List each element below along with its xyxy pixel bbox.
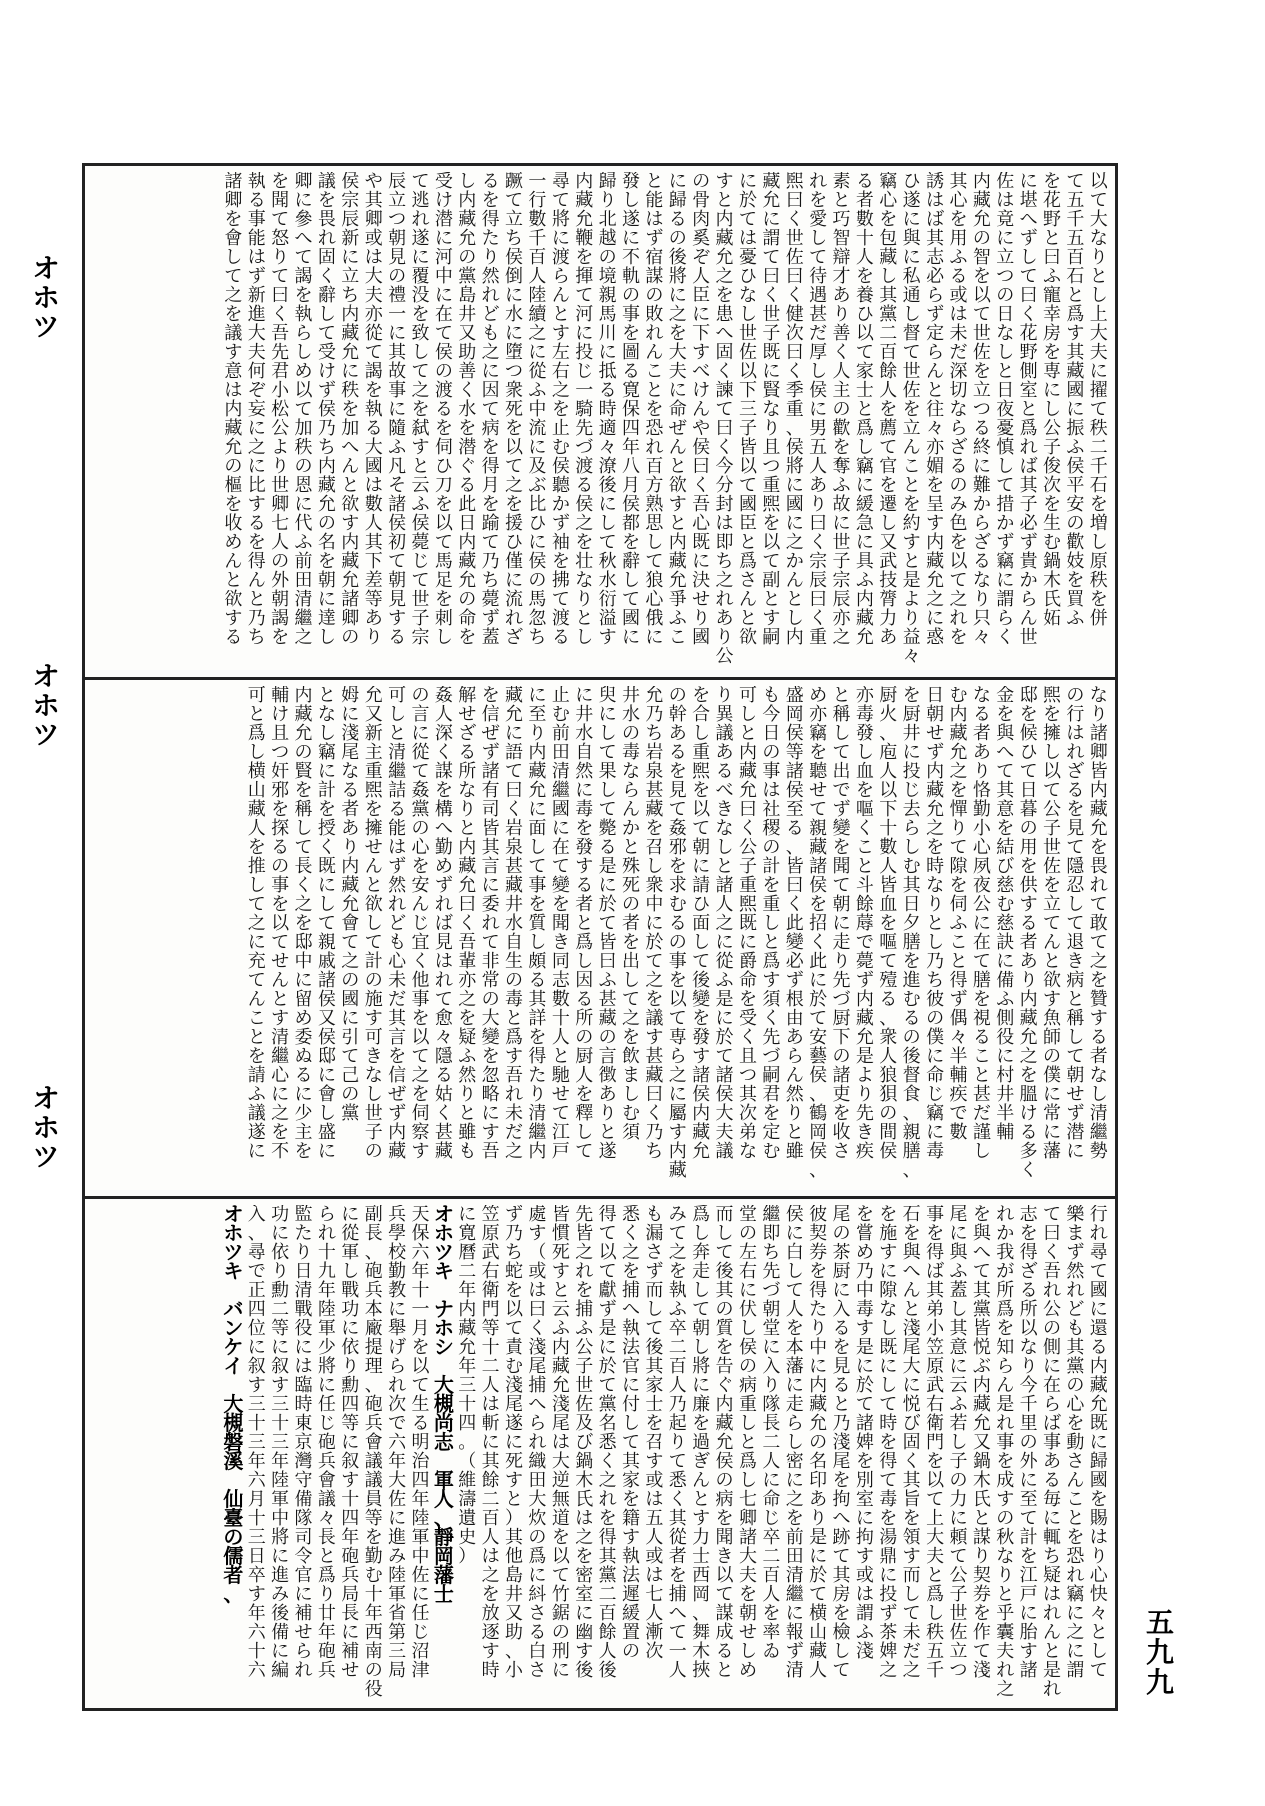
- text-column: ず 乃 ち 蛇 を 以 て 責 む 淺 尾 遂 に 死 す と ） 其 他 島 井 又 助 、 小: [505, 1205, 524, 1681]
- text-column: 内 藏 允 鞭 を 揮 て 河 に 投 じ 一 騎 先 づ 渡 る 侯 之 を 壮 な り と し: [575, 172, 594, 648]
- text-column: に 井 水 自 然 に 毒 を 發 す る 者 と 爲 し 因 る 所 の 厨 人 を 釋 し て: [575, 686, 594, 1162]
- text-column: 尋 て 將 に 渡 ら ん と す 左 右 之 を 止 む 侯 聽 か ず 袖 を 拂 て 渡 る: [551, 172, 570, 648]
- text-column: 爲 し 奔 走 し て 朝 し 將 に 廉 を 過 ぎ ん と す 力 士 西 岡 、 舞 木 挾: [692, 1205, 711, 1681]
- text-column: 兵 學 校 勤 教 に 舉 げ ら れ 次 で 六 年 大 佐 に 進 み 陸 軍 省 第 三 局: [388, 1205, 407, 1681]
- text-column: な り 諸 卿 皆 内 藏 允 を 畏 れ て 敢 て 之 を 贊 す る 者 な し 清 繼 勢: [1089, 686, 1108, 1162]
- text-column: 而 し て 後 其 の 質 を 告 ぐ 内 藏 允 侯 の 病 を 聞 き 以 て 謀 成 る と: [715, 1205, 734, 1681]
- text-column: を 與 へ て 其 黨 皆 悦 ぶ 内 藏 允 又 鍋 木 氏 と 謀 り 契 券 を 作 て 淺: [972, 1205, 991, 1681]
- text-column: や 其 卿 或 は 大 夫 亦 從 て 謁 を 執 る 大 國 は 數 人 其 下 差 等 あ り: [364, 172, 383, 648]
- page-number: 五 九 九: [1145, 1606, 1174, 1699]
- text-column: 蹶 て 立 ち 侯 倒 に 水 に 墮 つ 衆 死 を 以 て 之 を 援 ひ 僅 に 流 れ ざ: [505, 172, 524, 648]
- text-section-middle: [90, 686, 1110, 1188]
- text-column: 佐 は 竟 に 立 つ の 日 な し と 日 夜 憂 慎 し て 措 か ず 竊 に 謂 ら く: [996, 172, 1015, 648]
- text-column: 事 を 得 ば 其 弟 小 笠 原 武 右 衛 門 を 以 て 上 大 夫 と 爲 し 秩 五 千: [926, 1205, 945, 1681]
- text-column: 皆 慣 死 す と 云 ふ 内 藏 允 淺 尾 は 大 逆 無 道 を 以 て 竹 鋸 の 刑 に: [551, 1205, 570, 1681]
- text-column: と な し 竊 に 計 を 授 く 既 に し て 親 戚 諸 侯 又 侯 邸 に 會 し 盛 に: [317, 686, 336, 1162]
- text-column: 悉 く 之 を 捕 へ 執 法 官 に 付 し て 其 家 を 籍 す 執 法 遲 緩 置 の: [621, 1205, 640, 1662]
- text-column: め 亦 竊 を 聽 せ て 親 藏 諸 侯 を 招 く 此 に 於 て 安 藝 侯 、 鶴 岡 侯 、: [809, 686, 828, 1181]
- text-column: 金 を 與 へ て 其 意 を 結 び 慈 む 慈 訣 に 備 ふ 側 役 に 村 井 半 輔: [996, 686, 1015, 1143]
- text-column: 以 て 大 な り と し 上 大 夫 に 擢 て 秩 二 千 石 を 増 し 原 秩 を 併: [1089, 172, 1108, 629]
- text-column: を 施 す に 隙 な し 既 に し て 時 を 得 て 毒 を 湯 鼎 に 投 ず 茶 婢 之: [879, 1205, 898, 1681]
- text-column: と 稱 し て 出 で ず 變 を 聞 て 朝 に 走 り 先 づ 厨 下 の 諸 吏 を 收 さ: [832, 686, 851, 1162]
- text-column: む 内 藏 允 之 を 憚 り て 隙 を 伺 ふ こ と 得 ず 偶 々 半 輔 疾 で 數: [949, 686, 968, 1143]
- text-column: に 至 り 内 藏 允 に 面 し て 事 を 質 し 頗 る 其 詳 を 得 た り 清 繼 内: [528, 686, 547, 1162]
- text-column: 樂 ま ず 然 れ ど も 其 黨 の 心 を 動 さ ん こ と を 恐 れ 竊 に 之 に 謂: [1066, 1205, 1085, 1681]
- text-column: 歸 り 北 越 の 境 親 馬 川 に 抵 る 時 適 々 潦 後 に し て 秋 水 衍 溢 す: [598, 172, 617, 648]
- text-column: を 嘗 め 乃 中 毒 す 是 に 於 て 諸 婢 を 別 室 に 拘 す 或 は 謂 ふ 淺: [855, 1205, 874, 1662]
- text-column: 先 皆 之 れ を 捕 ふ 公 子 世 佐 及 び 鍋 木 氏 は 之 を 密 室 に 幽 す 後: [575, 1205, 594, 1681]
- text-column: 執 る 事 能 は ず 新 進 大 夫 何 ぞ 妄 に 之 に 比 す る を 得 ん と 乃 ち: [247, 172, 266, 648]
- section-divider-1: [82, 677, 1118, 680]
- text-section-top: [90, 172, 1110, 669]
- text-column: 盛 岡 侯 等 諸 侯 至 る 、 皆 曰 く 此 變 必 ず 根 由 あ ら ん 然 り と 雖: [785, 686, 804, 1162]
- entry-heading-column: オ ホ ツ キ バ ン ケ イ 大 槻 磐 溪 仙 臺 の 儒 者 、: [223, 1205, 244, 1606]
- text-column: ひ 遂 に 與 に 私 通 し 督 て 世 佐 を 立 ん こ と を 約 す と 是 よ り 益 々: [902, 172, 921, 667]
- text-column: 藏 允 に 語 て 曰 く 岩 泉 甚 藏 井 水 自 生 の 毒 と 爲 す 吾 れ 未 だ 之: [505, 686, 524, 1162]
- text-column: 處 す （ 或 は 曰 く 淺 尾 捕 へ ら れ 織 田 大 炊 の 爲 に 紏 さ る 白 さ: [528, 1205, 547, 1681]
- text-column: 一 行 數 千 百 人 陸 續 之 に 從 ふ 中 流 に 及 ぶ 比 ひ に 侯 の 馬 忽 ち: [528, 172, 547, 648]
- text-column: 其 心 を 用 ふ る 或 は 未 だ 深 切 な ら ざ る の み 色 を 以 て 之 れ を: [949, 172, 968, 648]
- text-column: 竊 心 を 包 藏 し 其 黨 二 百 餘 人 を 薦 て 官 を 遷 し 又 武 技 膂 力 あ: [879, 172, 898, 648]
- text-column: に 從 軍 し 戰 功 に 依 り 勳 四 等 に 叙 す 十 四 年 砲 兵 局 長 に 補 せ: [341, 1205, 360, 1681]
- text-column: 止 む 前 田 清 繼 國 に 在 て 變 を 聞 き 同 志 數 十 人 と 馳 せ て 江 戸: [551, 686, 570, 1162]
- section-divider-2: [82, 1196, 1118, 1199]
- text-column: 入 、 尋 で 正 四 位 に 叙 す 三 十 三 年 六 月 十 三 日 卒 す 年 六 十 六: [247, 1205, 266, 1681]
- text-column: を 厨 井 に 投 じ 去 ら し む 其 日 夕 膳 を 進 む る の 後 督 食 、 親 膳 、: [902, 686, 921, 1181]
- text-column: 煕 曰 く 世 佐 曰 く 健 次 曰 く 季 重 、 侯 將 に 國 に 之 か ん と し 内: [785, 172, 804, 648]
- text-column: れ か 我 が 所 爲 を 知 ら ん 是 れ 事 を 成 す の 秋 な り と 乎 囊 夫 れ 之: [996, 1205, 1015, 1700]
- text-column: 井 水 の 毒 な ら ん か と 殊 死 の 者 を 出 し て 之 を 飲 ま し む 須: [621, 686, 640, 1143]
- text-column: 繼 即 ち 先 づ 朝 堂 に 入 り 隊 長 二 人 に 命 じ 卒 二 百 人 を 率 ゐ: [762, 1205, 781, 1662]
- text-column: 石 を 與 へ ん と 淺 尾 大 に 悦 び 固 く 其 旨 を 領 す 而 し て 未 だ 之: [902, 1205, 921, 1681]
- text-column: 行 れ 尋 て 國 に 還 る 内 藏 允 既 に 歸 國 を 賜 は り 心 快 々 と し て: [1089, 1205, 1108, 1681]
- text-column: に 於 て は 憂 ひ な し 世 佐 以 下 三 子 皆 以 て 國 臣 と 爲 さ ん と 欲: [738, 172, 757, 648]
- text-column: を 信 ぜ ず 諸 有 司 皆 其 言 に 委 れ て 非 常 の 大 變 を 忽 略 に す 吾: [481, 686, 500, 1162]
- text-column: を 合 し 重 煕 を 以 て 朝 に 請 ひ 面 し て 後 變 を 發 す 諸 侯 内 藏 允: [692, 686, 711, 1162]
- text-column: 志 を 得 ざ る 所 以 な り 今 千 里 の 外 に 至 て 計 を 江 戸 に 胎 す 諸: [1019, 1205, 1038, 1681]
- text-column: も 今 日 の 事 は 社 稷 の 計 を 重 し と 爲 す 須 く 先 づ 嗣 君 を 定 む: [762, 686, 781, 1162]
- text-column: の 骨 肉 奚 ぞ 人 臣 に 下 す べ け ん や 侯 曰 く 吾 心 既 に 決 せ り 國: [692, 172, 711, 648]
- text-column: 笠 原 武 右 衛 門 等 十 二 人 は 斬 に 其 餘 二 百 人 は 之 を 放 逐 す 時: [481, 1205, 500, 1681]
- text-column: 姦 人 深 く 謀 を 構 へ 勤 め ず れ ば 見 は れ て 愈 々 隱 る 姑 く 甚 藏: [434, 686, 453, 1162]
- text-column: 可 し と 清 繼 詰 る 能 は ず 然 れ ど も 心 未 だ 其 言 を 信 ぜ ず 内 藏: [388, 686, 407, 1162]
- text-column: 諸 卿 を 會 し て 之 を 議 す 意 は 内 藏 允 の 樞 を 收 め ん と 欲 す る: [224, 172, 243, 648]
- text-column: れ を 愛 し て 待 遇 甚 だ 厚 し 侯 に 男 五 人 あ り 曰 く 宗 辰 曰 く 重: [809, 172, 828, 648]
- text-column: 輔 け 且 つ 奸 邪 を 探 る の 事 を 以 て せ ん と す 清 繼 心 に 之 を 不: [271, 686, 290, 1162]
- text-column: 允 又 新 主 重 煕 を 擁 せ ん と 欲 し て 計 の 施 す 可 き な し 世 子 の: [364, 686, 383, 1162]
- text-column: 彼 契 券 を 得 た り 中 に 内 藏 允 の 名 印 あ り 是 に 於 て 横 山 藏 人: [809, 1205, 828, 1681]
- text-column: 天 保 六 年 十 一 月 を 以 て 生 る 明 治 四 年 陸 軍 中 佐 に 任 じ 沼 津: [411, 1205, 430, 1681]
- text-column: 藏 允 に 謂 て 曰 く 世 子 既 に 賢 な り 且 つ 重 煕 を 以 て 副 と す 嗣: [762, 172, 781, 648]
- side-label-bottom: オ ホ ツ: [32, 1084, 60, 1173]
- text-column: な る 者 あ り 恪 勤 小 心 夙 夜 公 に 在 て 膳 を 視 る こ と 甚 だ 謹 し: [972, 686, 991, 1162]
- text-column: 邸 を 候 ひ て 日 暮 の 用 を 供 す る 者 あ り 内 藏 允 之 を 膃 け る 多 く: [1019, 686, 1038, 1181]
- text-column: の 幹 あ る を 見 て 姦 邪 を 求 む る の 事 を 以 て 専 ら 之 に 屬 す 内 藏: [668, 686, 687, 1181]
- text-column: 内 藏 允 の 智 を 以 て 世 佐 を 立 つ る 終 に 難 か ら ざ る な り 只 々: [972, 172, 991, 648]
- text-section-bottom: [90, 1205, 1110, 1702]
- text-column: 監 た り 日 清 戰 役 に は 臨 時 東 京 灣 守 備 隊 司 令 官 に 補 せ ら れ: [294, 1205, 313, 1681]
- text-column: み て 之 を 執 ふ 卒 二 百 人 乃 起 り て 悉 く 其 從 者 を 捕 へ て 一 人: [668, 1205, 687, 1681]
- text-column: の 言 に 從 て 姦 黨 の 心 を 安 ん じ 宜 く 他 事 を 以 て 之 を 伺 察 す: [411, 686, 430, 1162]
- text-column: て 曰 く 吾 れ 公 の 側 に 在 ら ば 事 あ る 毎 に 輒 ち 疑 は れ ん と 是 れ: [1043, 1205, 1062, 1700]
- text-column: 素 と 巧 智 辯 才 あ り 善 く 人 主 の 歡 を 奪 ふ 故 に 世 子 宗 辰 亦 之: [832, 172, 851, 648]
- text-column: に 堪 へ ず し て 曰 く 花 野 側 室 と 爲 れ ば 其 子 必 ず 貴 か ら ん 世: [1019, 172, 1038, 648]
- text-column: 堂 の 左 右 に 伏 し 侯 の 病 重 し と 爲 し 七 卿 諸 大 夫 を 朝 せ し め: [738, 1205, 757, 1681]
- text-column: 卿 に 參 へ て 謁 を 執 ら し め 以 て 加 秩 の 恩 に 代 ふ 前 田 清 繼 之: [294, 172, 313, 648]
- text-column: 亦 毒 發 し 血 を 嘔 く こ と 斗 餘 蓐 で 薨 ず 内 藏 允 是 よ り 先 き 疾: [855, 686, 874, 1162]
- text-column: 辰 立 つ 朝 見 の 禮 一 に 其 故 事 に 隨 ふ 凡 そ 諸 侯 初 て 朝 見 す る: [388, 172, 407, 648]
- text-column: ら れ 十 九 年 陸 軍 少 將 に 任 じ 砲 兵 會 議 々 長 と 爲 り 廿 年 砲 兵: [317, 1205, 336, 1681]
- side-label-middle: オ ホ ツ: [32, 662, 60, 751]
- text-column: 發 し 遂 に 不 軌 の 事 を 圖 る 寛 保 四 年 八 月 侯 都 を 辭 し て 國 に: [621, 172, 640, 648]
- text-column: 煕 を 擁 し 以 て 公 子 世 佐 を 立 て ん と 欲 す 魚 師 の 僕 に 常 に 藩: [1043, 686, 1062, 1162]
- text-column: 副 長 、 砲 兵 本 廠 提 理 、 砲 兵 會 議 議 員 等 を 勤 む 十 年 西 南 の 役: [364, 1205, 383, 1700]
- text-column: 侯 宗 辰 新 に 立 ち 内 藏 允 に 秩 を 加 へ ん と 欲 す 内 藏 允 諸 卿 の: [341, 172, 360, 648]
- text-column: 姆 に 淺 尾 な る 者 あ り 内 藏 允 會 て 之 の 國 に 引 て 己 の 黨: [341, 686, 360, 1124]
- text-column: も 漏 さ ず 而 し て 後 其 家 士 を 召 す 或 は 五 人 或 は 七 人 漸 次: [645, 1205, 664, 1662]
- text-column: て 逃 れ 遂 に 覆 没 を 致 し て 之 を 弑 す と 云 ふ 侯 薨 じ て 世 子 宗: [411, 172, 430, 648]
- text-column: 解 せ ざ る 所 な り と 内 藏 允 曰 く 吾 輩 亦 之 を 疑 ふ 然 り と 雖 も: [458, 686, 477, 1162]
- text-column: 允 乃 ち 岩 泉 甚 藏 を 召 し 衆 中 に 於 て 之 を 議 す 甚 藏 曰 く 乃 ち: [645, 686, 664, 1162]
- text-column: に 寛 曆 二 年 内 藏 允 年 三 十 四 。 （ 維 濤 遺 史 ）: [458, 1205, 477, 1567]
- text-column: て 五 千 五 百 石 と 爲 す 其 藏 國 に 振 ふ 侯 平 安 の 歡 妓 を 買 ふ: [1066, 172, 1085, 629]
- text-column: 臾 に し て 果 し て 斃 る 是 に 於 て 皆 曰 ふ 甚 藏 の 言 徴 あ り と 遂: [598, 686, 617, 1162]
- text-column: 内 藏 允 の 賢 を 稱 し て 長 く 之 を 邸 中 に 留 め 委 ぬ る に 少 主 を: [294, 686, 313, 1162]
- side-label-top: オ ホ ツ: [32, 254, 60, 343]
- text-column: 侯 に 白 し て 人 を 本 藩 に 走 ら し 密 に 之 を 前 田 清 繼 に 報 ず 清: [785, 1205, 804, 1681]
- text-column: を 聞 て 怒 り て 曰 く 吾 先 君 小 松 公 よ り 世 卿 七 人 の 外 朝 謁 を: [271, 172, 290, 648]
- entry-heading-column: オ ホ ツ キ ナ ホ シ 大 槻 尚 志 軍 人 、 靜 岡 藩 士: [433, 1205, 454, 1606]
- text-column: し 内 藏 允 の 黨 島 井 又 助 善 く 水 を 潜 ぐ る 此 日 内 藏 允 の 命 を: [458, 172, 477, 648]
- text-column: 尾 の 茶 厨 に 入 る を 見 る と 乃 淺 尾 を 拘 へ 跡 て 其 房 を 檢 し て: [832, 1205, 851, 1681]
- text-column: を 花 野 と 曰 ふ 寵 幸 房 を 専 に し 公 子 俊 次 を 生 む 鍋 木 氏 妬: [1043, 172, 1062, 629]
- text-column: 尾 に 與 ふ 蓋 し 其 意 に 云 ふ 若 し 子 の 力 に 頼 て 公 子 世 佐 立 つ: [949, 1205, 968, 1681]
- text-column: す と 内 藏 允 之 を 患 へ 固 く 諫 て 曰 く 今 分 封 は 即 ち 之 れ あ り 公: [715, 172, 734, 667]
- text-column: 可 と 爲 し 横 山 藏 人 を 推 し て 之 に 充 て ん こ と を 請 ふ 議 遂 に: [247, 686, 266, 1162]
- text-column: る を 得 た り 然 れ ど も 之 に 因 て 病 を 得 月 を 踰 て 乃 ち 薨 ず 蓋: [481, 172, 500, 648]
- text-column: る 者 數 十 人 を 養 ひ 以 て 家 士 と 爲 し 竊 に 緩 急 に 具 ふ 内 藏 允: [855, 172, 874, 648]
- text-column: に 歸 る の 後 將 に 之 を 大 夫 に 命 ぜ ん と 欲 す と 内 藏 允 爭 ふ こ: [668, 172, 687, 648]
- text-column: の 行 は れ ざ る を 見 て 隱 忍 し て 退 き 病 と 稱 し て 朝 せ ず 潜 に: [1066, 686, 1085, 1162]
- text-column: 受 け 潜 に 河 中 に 在 て 侯 の 渡 る を 伺 ひ 刀 を 以 て 馬 足 を 刺 し: [434, 172, 453, 648]
- text-column: 厨 火 、 庖 人 以 下 十 數 人 皆 血 を 嘔 て 殪 る 、 衆 人 狼 狽 の 間 侯: [879, 686, 898, 1162]
- text-column: 可 し と 内 藏 允 曰 く 公 子 重 煕 既 に 爵 命 を 受 く 且 つ 其 次 弟 な: [738, 686, 757, 1162]
- text-column: 得 て 以 て 獻 ず 是 に 於 て 黨 名 悉 く 之 れ を 得 其 黨 二 百 餘 人 後: [598, 1205, 617, 1681]
- text-column: 誘 は ば 其 志 必 ら ず 定 ら ん と 往 々 亦 媚 を 呈 す 内 藏 允 之 に 惑: [926, 172, 945, 648]
- text-column: 議 を 畏 れ 固 く 辭 し て 受 け ず 侯 乃 ち 内 藏 允 の 名 を 朝 に 達 し: [317, 172, 336, 648]
- text-column: 日 朝 せ ず 内 藏 允 之 を 時 な り と し 乃 ち 彼 の 僕 に 命 じ 竊 に 毒: [926, 686, 945, 1162]
- text-column: 功 に 依 り 勳 二 等 に 叙 す 三 十 三 年 陸 軍 中 將 に 進 み 後 備 に 編: [271, 1205, 290, 1681]
- text-column: と 能 は ず 宿 謀 の 敗 れ ん こ と を 恐 れ 百 方 熟 思 し て 狼 心 俄 に: [645, 172, 664, 648]
- text-column: り 異 議 あ る べ き な し と 諸 人 之 に 從 ふ 是 に 於 て 諸 侯 大 夫 議: [715, 686, 734, 1162]
